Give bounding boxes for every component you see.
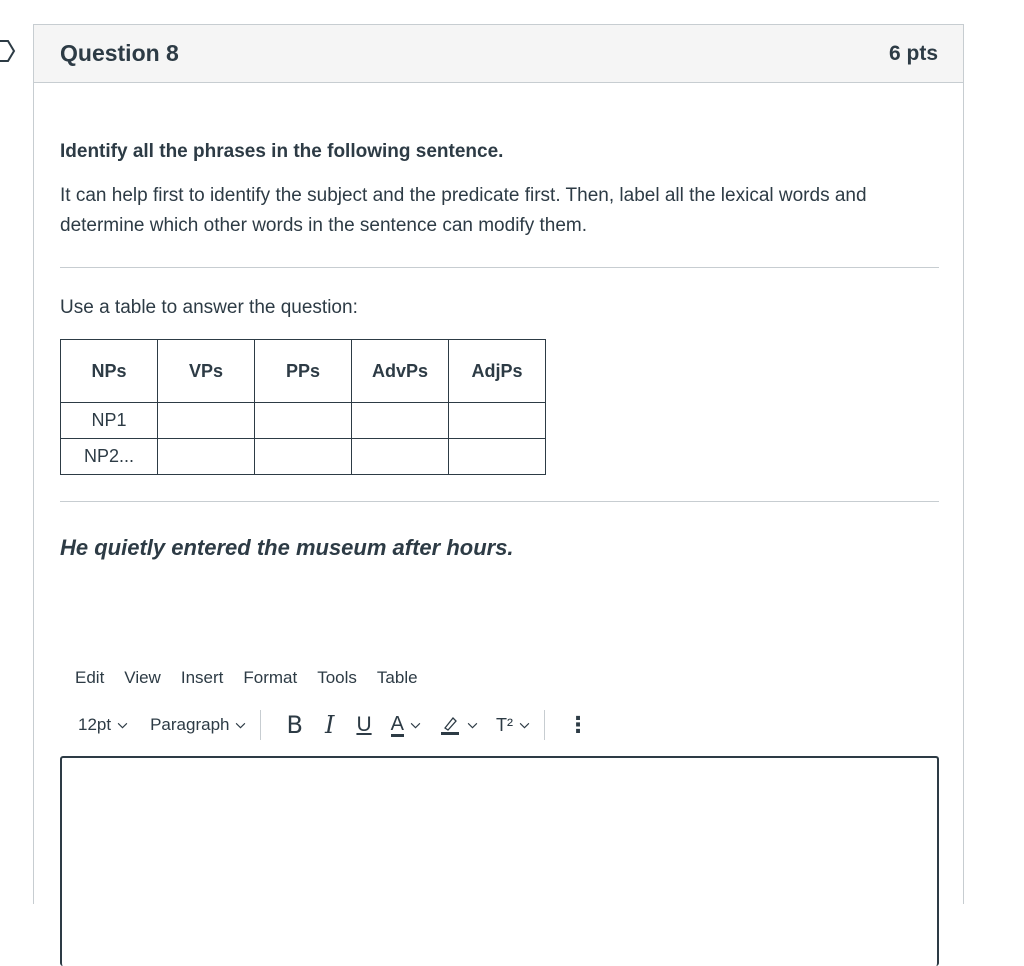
block-format-value: Paragraph [150,715,230,734]
font-size-dropdown[interactable] [78,715,128,735]
table-instruction: Use a table to answer the question: [60,297,358,318]
divider [60,267,939,268]
instruction-heading: Identify all the phrases in the following sentence. [60,141,504,162]
toolbar-separator [260,710,261,740]
bold-button[interactable]: B [286,711,303,739]
menu-format[interactable]: Format [243,668,298,687]
target-sentence: He quietly entered the museum after hours. [60,535,514,560]
highlight-color-button[interactable] [439,714,478,736]
toolbar-separator [544,710,545,740]
table-cell [352,439,449,475]
more-options-icon[interactable]: ⋮ [566,712,589,737]
question-card [33,24,964,904]
table-row [61,439,546,475]
column-header: NPs [61,340,158,403]
editor-toolbar [78,707,589,743]
question-flag-icon[interactable] [0,39,16,63]
highlighter-icon [439,714,461,736]
question-points: 6 pts [888,41,938,65]
chevron-down-icon [235,720,246,731]
menu-insert[interactable]: Insert [180,668,224,687]
italic-button[interactable]: I [324,711,335,739]
table-cell [352,403,449,439]
question-header [34,25,963,83]
chevron-down-icon [117,720,128,731]
editor-menubar [75,668,418,688]
column-header: AdjPs [449,340,546,403]
table-cell [449,403,546,439]
phrase-table [60,339,546,475]
table-cell: NP2... [61,439,158,475]
table-cell: NP1 [61,403,158,439]
table-cell [158,403,255,439]
text-color-button[interactable] [391,714,421,737]
font-size-value: 12pt [78,715,112,734]
menu-tools[interactable]: Tools [317,668,357,687]
superscript-button[interactable] [496,715,530,736]
column-header: AdvPs [352,340,449,403]
chevron-down-icon [519,720,530,731]
table-header-row [61,340,546,403]
column-header: PPs [255,340,352,403]
table-cell [158,439,255,475]
underline-button[interactable]: U [356,713,372,736]
superscript-icon: T² [495,714,513,735]
menu-view[interactable]: View [124,668,161,687]
menu-edit[interactable]: Edit [75,668,105,687]
divider [60,501,939,502]
chevron-down-icon [410,720,421,731]
text-color-icon: A [390,712,404,735]
table-cell [255,403,352,439]
table-cell [255,439,352,475]
block-format-dropdown[interactable] [150,715,246,735]
menu-table[interactable]: Table [376,668,418,687]
chevron-down-icon [467,720,478,731]
question-title: Question 8 [60,40,179,66]
column-header: VPs [158,340,255,403]
instruction-text: It can help first to identify the subject and the predicate first. Then, label all the lexical words and determine which other words in the sentence can modify them. [60,185,867,236]
table-cell [449,439,546,475]
table-row [61,403,546,439]
answer-editor[interactable] [60,756,939,966]
